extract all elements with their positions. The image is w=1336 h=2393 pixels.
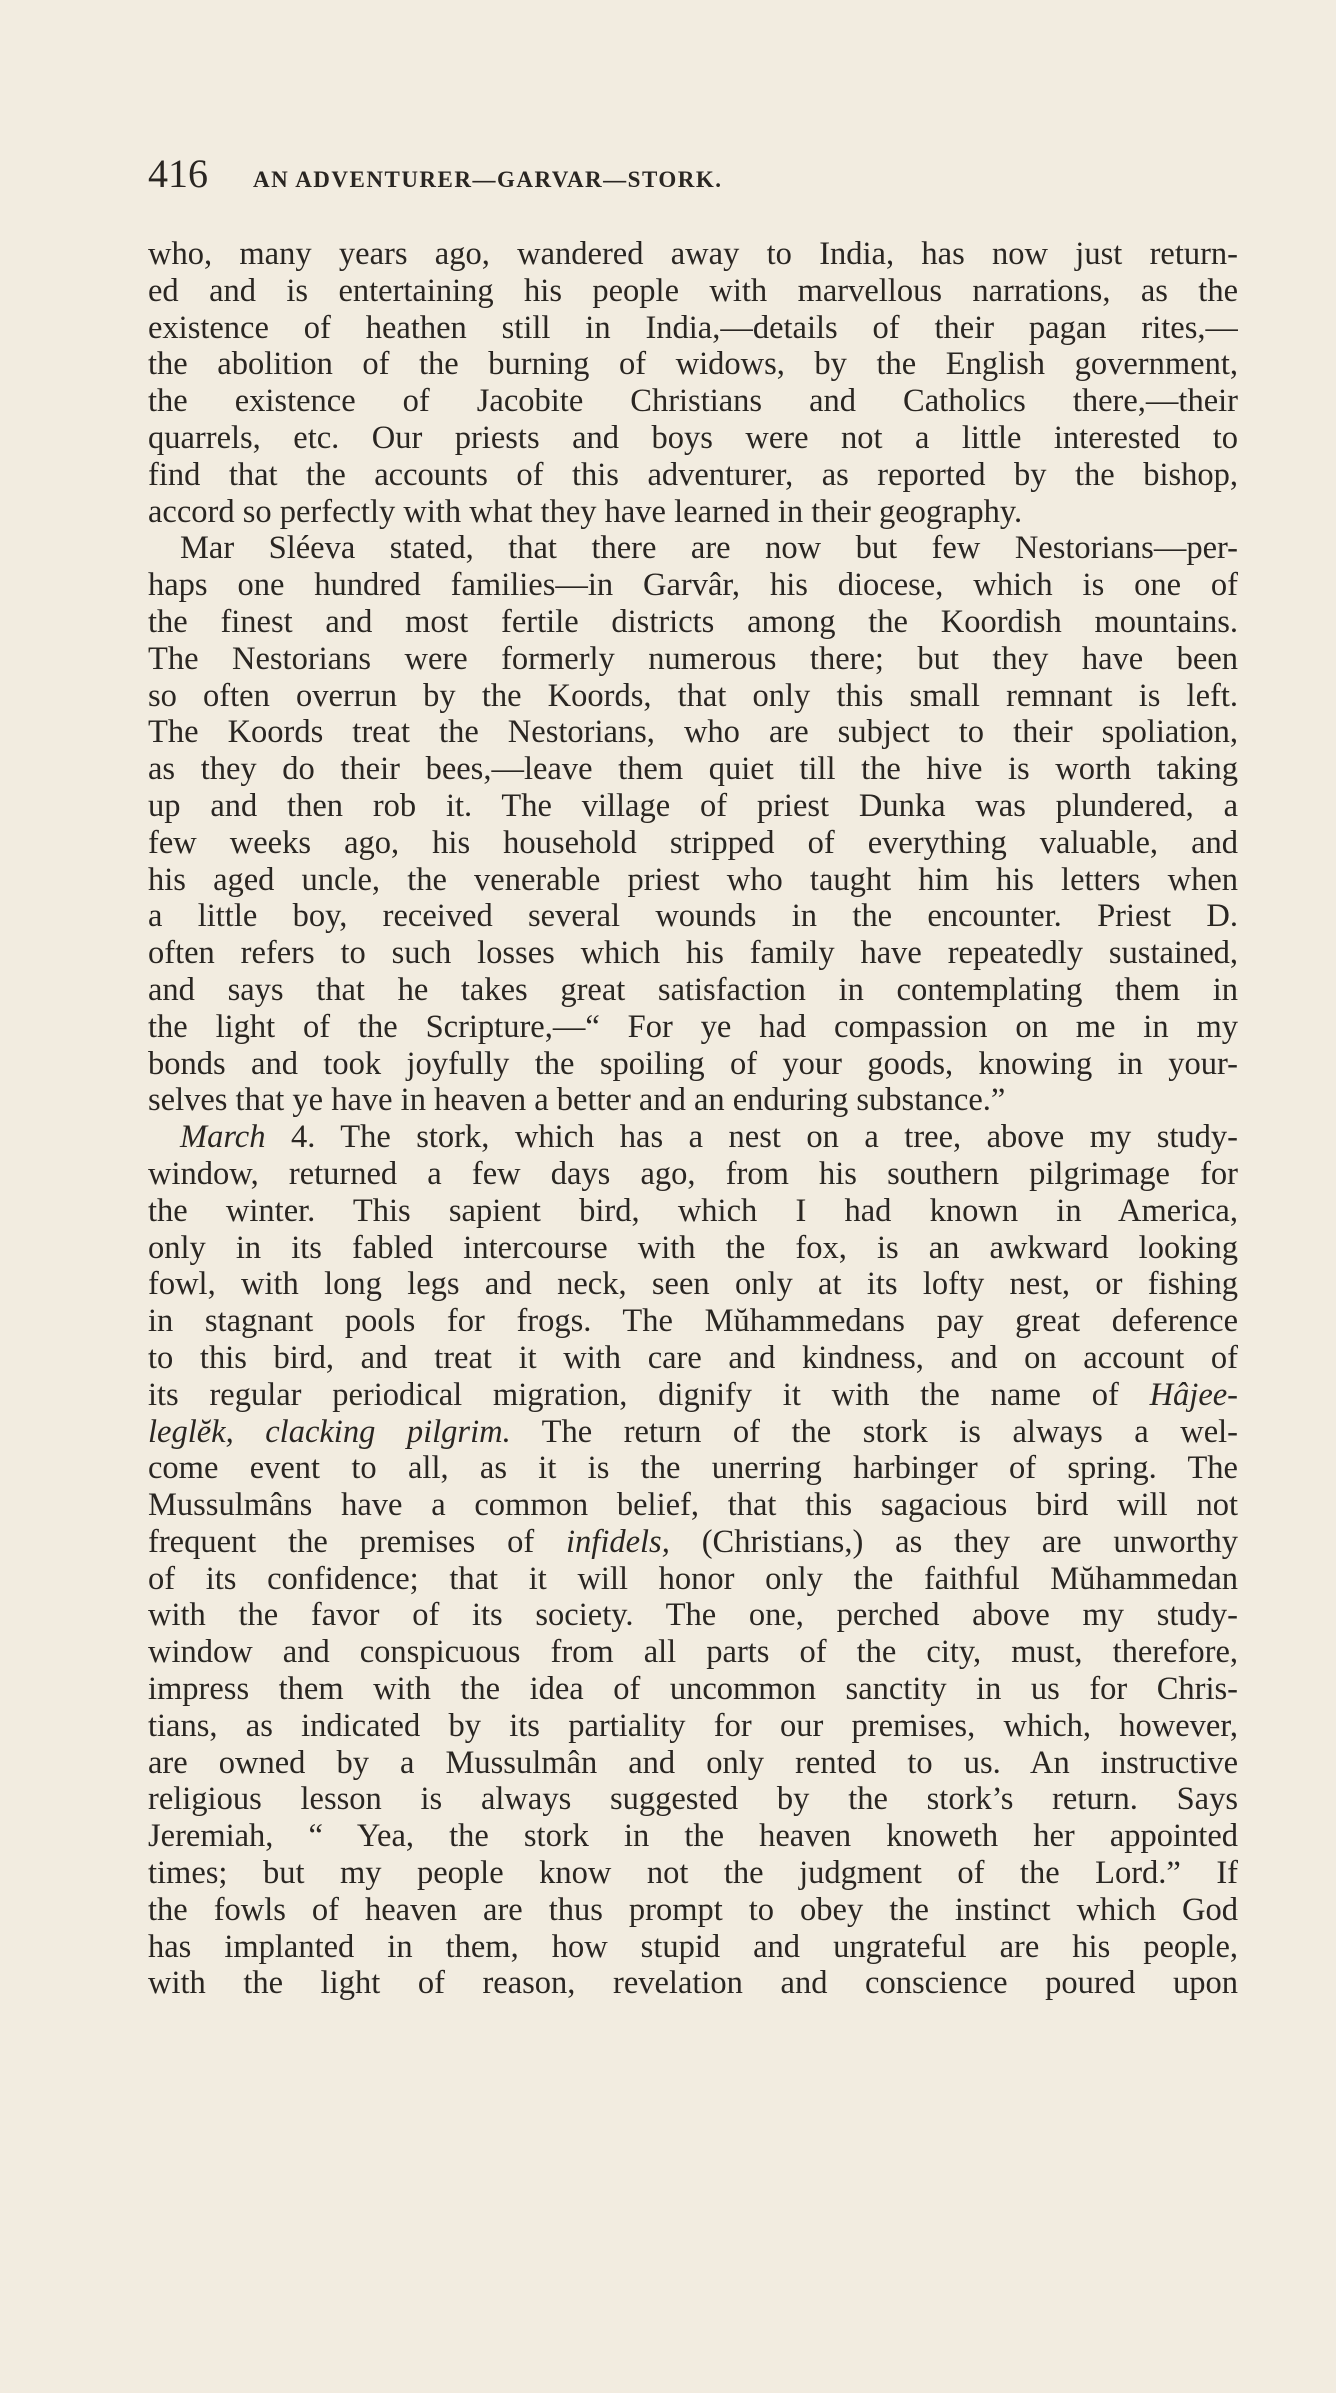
line-text: the existence of Jacobite Christians and Catholics there,—their	[148, 383, 1238, 420]
line-text: few weeks ago, his household stripped of everything valuable, and	[148, 824, 1238, 861]
line-text: religious lesson is always suggested by the stork’s return. Says	[148, 1781, 1238, 1818]
text-line	[148, 530, 1238, 567]
line-text: 4. The stork, which has a nest on a tree, above my study-	[265, 1119, 1238, 1156]
line-text: to this bird, and treat it with care and kindness, and on account of	[148, 1339, 1238, 1376]
text-line	[148, 604, 1238, 641]
text-line	[148, 788, 1238, 825]
line-text: the winter. This sapient bird, which I had known in America,	[148, 1192, 1238, 1229]
line-text: a little boy, received several wounds in the encounter. Priest D.	[148, 898, 1238, 935]
text-line	[148, 751, 1238, 788]
line-text: (Christians,) as they are unworthy	[669, 1523, 1238, 1560]
text-line	[148, 1745, 1238, 1782]
text-line	[148, 273, 1238, 310]
line-text: up and then rob it. The village of priest Dunka was plundered, a	[148, 787, 1238, 824]
line-text: as they do their bees,—leave them quiet till the hive is worth taking	[148, 751, 1238, 788]
book-page	[148, 150, 1238, 2002]
text-line	[148, 457, 1238, 494]
text-line	[148, 714, 1238, 751]
line-text: existence of heathen still in India,—details of their pagan rites,—	[148, 309, 1238, 346]
line-text: with the favor of its society. The one, perched above my study-	[148, 1597, 1238, 1634]
text-line	[148, 1414, 1238, 1451]
text-line	[148, 1082, 1238, 1119]
text-line	[148, 1708, 1238, 1745]
italic-text: infidels,	[566, 1523, 670, 1560]
line-text: quarrels, etc. Our priests and boys were not a little interested to	[148, 419, 1238, 456]
line-text: who, many years ago, wandered away to India, has now just return-	[148, 236, 1238, 272]
body-text	[148, 236, 1238, 2002]
line-text: window, returned a few days ago, from his southern pilgrimage for	[148, 1155, 1238, 1192]
line-text: with the light of reason, revelation and conscience poured upon	[148, 1965, 1238, 2002]
page-header	[148, 150, 1238, 210]
text-line	[148, 862, 1238, 899]
text-line	[148, 1818, 1238, 1855]
text-line	[148, 1855, 1238, 1892]
text-line	[148, 1377, 1238, 1414]
text-line	[148, 1561, 1238, 1598]
page-number: 416	[148, 151, 208, 196]
line-text: the abolition of the burning of widows, by the English government,	[148, 346, 1238, 383]
line-text: haps one hundred families—in Garvâr, his diocese, which is one of	[148, 567, 1238, 604]
text-line	[148, 1671, 1238, 1708]
text-line	[148, 1892, 1238, 1929]
text-line	[148, 825, 1238, 862]
text-line	[148, 1009, 1238, 1046]
line-text: are owned by a Mussulmân and only rented to us. An instructive	[148, 1744, 1238, 1781]
line-text: the fowls of heaven are thus prompt to obey the instinct which God	[148, 1891, 1238, 1928]
text-line	[148, 1046, 1238, 1083]
text-line	[148, 346, 1238, 383]
line-text: his aged uncle, the venerable priest who taught him his letters when	[148, 861, 1238, 898]
line-text: its regular periodical migration, dignify it with the name of	[148, 1376, 1150, 1413]
line-text: accord so perfectly with what they have learned in their geography.	[148, 493, 1023, 530]
text-line	[148, 678, 1238, 715]
line-text: ed and is entertaining his people with marvellous narrations, as the	[148, 272, 1238, 309]
italic-text: Hâjee-	[1149, 1376, 1238, 1413]
line-text: come event to all, as it is the unerring harbinger of spring. The	[148, 1450, 1238, 1487]
line-text: Mar Sléeva stated, that there are now but few Nestorians—per-	[180, 530, 1238, 567]
text-line	[148, 1230, 1238, 1267]
italic-text: March	[180, 1119, 266, 1156]
italic-text: leglĕk, clacking pilgrim.	[148, 1413, 511, 1450]
line-text: of its confidence; that it will honor only the faithful Mŭhammedan	[148, 1560, 1238, 1597]
text-line	[148, 1487, 1238, 1524]
text-line	[148, 236, 1238, 273]
text-line	[148, 641, 1238, 678]
line-text: find that the accounts of this adventurer, as reported by the bishop,	[148, 456, 1238, 493]
line-text: fowl, with long legs and neck, seen only at its lofty nest, or fishing	[148, 1266, 1238, 1303]
line-text: times; but my people know not the judgment of the Lord.” If	[148, 1855, 1238, 1892]
line-text: and says that he takes great satisfaction in contemplating them in	[148, 971, 1238, 1008]
text-line	[148, 1156, 1238, 1193]
line-text: window and conspicuous from all parts of the city, must, therefore,	[148, 1634, 1238, 1671]
text-line	[148, 1303, 1238, 1340]
line-text: impress them with the idea of uncommon sanctity in us for Chris-	[148, 1671, 1238, 1708]
text-line	[148, 494, 1238, 531]
text-line	[148, 1597, 1238, 1634]
line-text: The return of the stork is always a wel-	[510, 1413, 1238, 1450]
line-text: the light of the Scripture,—“ For ye had compassion on me in my	[148, 1008, 1238, 1045]
text-line	[148, 383, 1238, 420]
line-text: The Nestorians were formerly numerous there; but they have been	[148, 640, 1238, 677]
text-line	[148, 420, 1238, 457]
line-text: The Koords treat the Nestorians, who are subject to their spoliation,	[148, 714, 1238, 751]
text-line	[148, 1634, 1238, 1671]
text-line	[148, 935, 1238, 972]
line-text: often refers to such losses which his family have repeatedly sustained,	[148, 935, 1238, 972]
line-text: bonds and took joyfully the spoiling of your goods, knowing in your-	[148, 1045, 1238, 1082]
line-text: frequent the premises of	[148, 1523, 567, 1560]
text-line	[148, 1266, 1238, 1303]
text-line	[148, 1929, 1238, 1966]
text-line	[148, 1965, 1238, 2002]
line-text: has implanted in them, how stupid and ungrateful are his people,	[148, 1928, 1238, 1965]
text-line	[148, 1524, 1238, 1561]
running-title: AN ADVENTURER—GARVAR—STORK.	[253, 167, 723, 192]
line-text: selves that ye have in heaven a better and an enduring substance.”	[148, 1082, 1006, 1119]
text-line	[148, 898, 1238, 935]
line-text: the finest and most fertile districts among the Koordish mountains.	[148, 603, 1238, 640]
line-text: tians, as indicated by its partiality for our premises, which, however,	[148, 1707, 1238, 1744]
text-line	[148, 1781, 1238, 1818]
line-text: Mussulmâns have a common belief, that this sagacious bird will not	[148, 1487, 1238, 1524]
text-line	[148, 1193, 1238, 1230]
text-line	[148, 1450, 1238, 1487]
text-line	[148, 567, 1238, 604]
text-line	[148, 310, 1238, 347]
text-line	[148, 1119, 1238, 1156]
line-text: so often overrun by the Koords, that only this small remnant is left.	[148, 677, 1238, 714]
text-line	[148, 1340, 1238, 1377]
line-text: in stagnant pools for frogs. The Mŭhammedans pay great deference	[148, 1303, 1238, 1340]
line-text: only in its fabled intercourse with the fox, is an awkward looking	[148, 1229, 1238, 1266]
line-text: Jeremiah, “ Yea, the stork in the heaven knoweth her appointed	[148, 1818, 1238, 1855]
text-line	[148, 972, 1238, 1009]
